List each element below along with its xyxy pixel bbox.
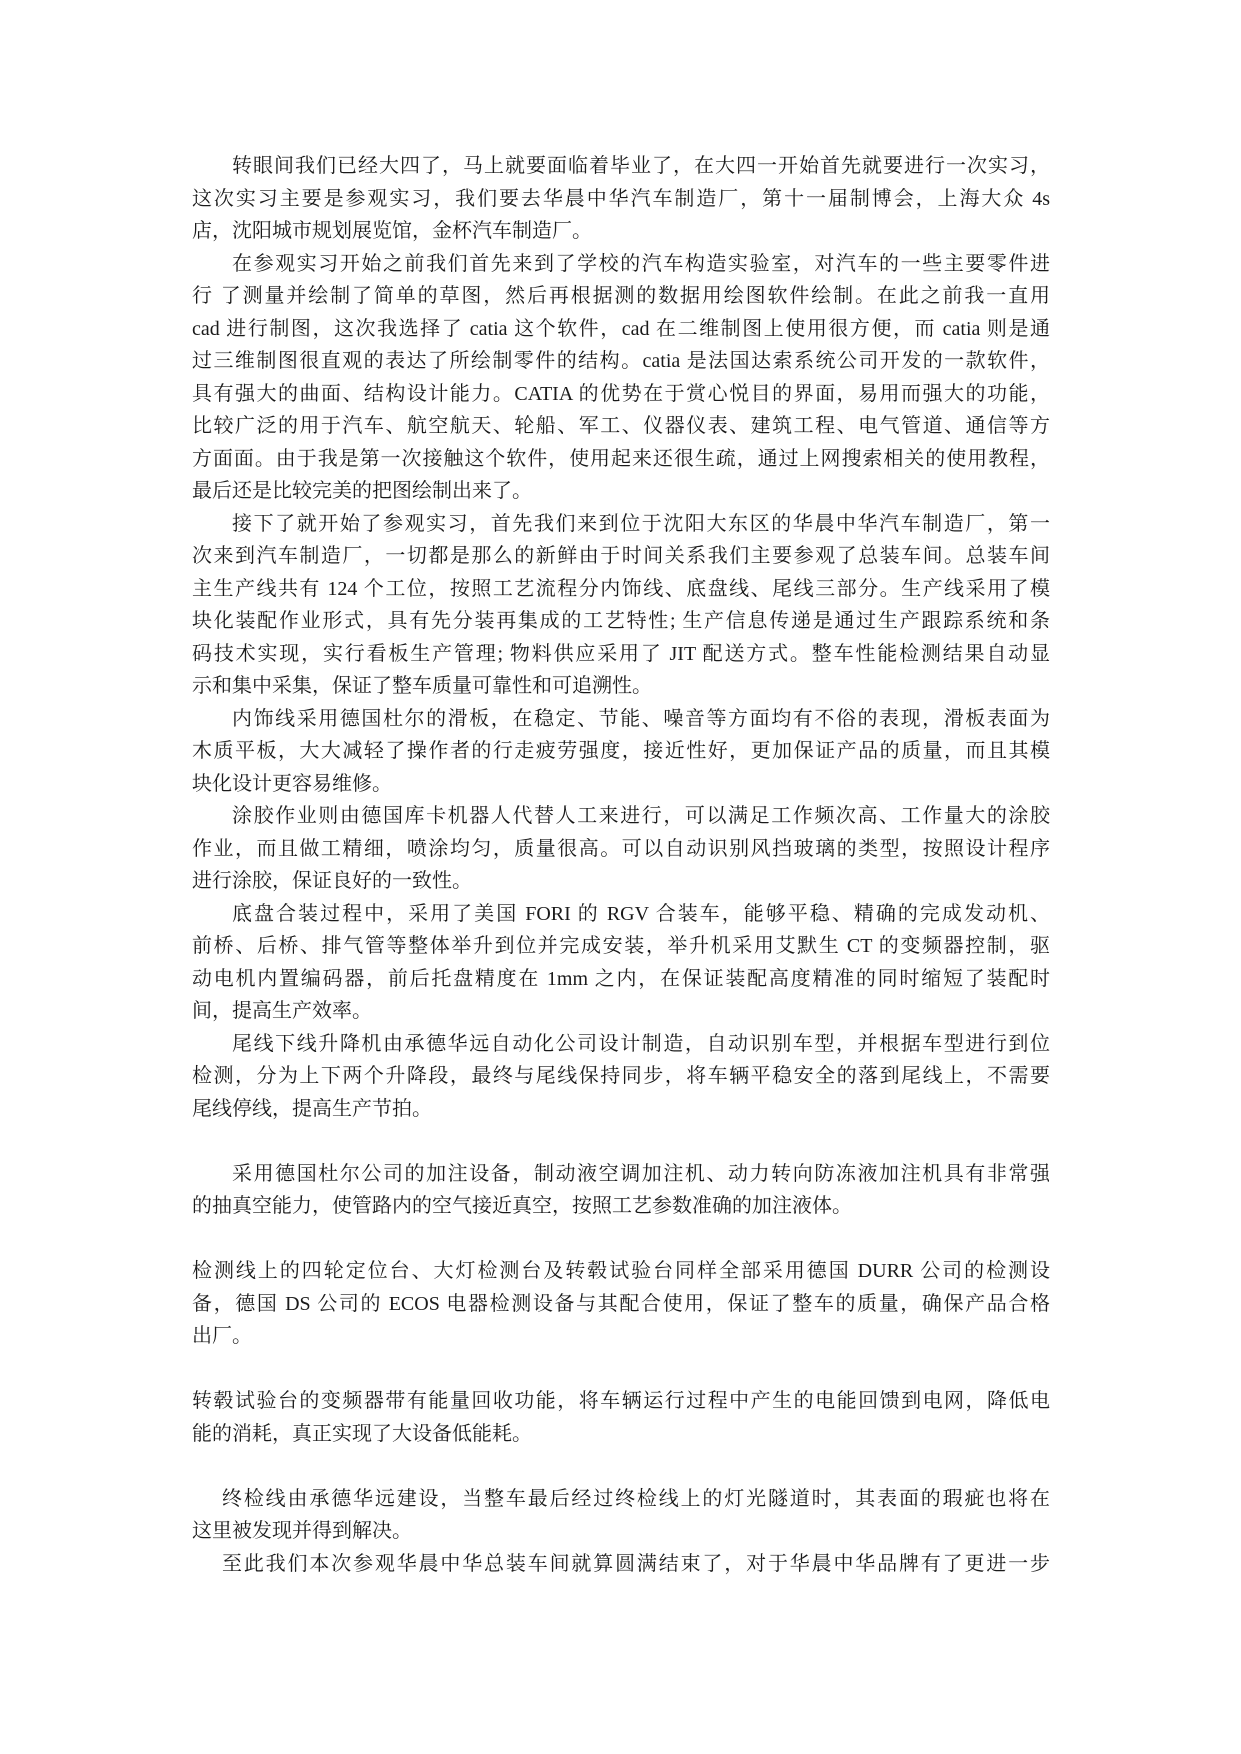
paragraph bbox=[192, 703, 1050, 801]
blank-line bbox=[192, 1223, 1050, 1256]
text-line: 作业，而且做工精细，喷涂均匀，质量很高。可以自动识别风挡玻璃的类型，按照设计程序 bbox=[192, 837, 1050, 860]
blank-line bbox=[192, 1125, 1050, 1158]
text-line: 具有强大的曲面、结构设计能力。CATIA 的优势在于赏心悦目的界面，易用而强大的功能， bbox=[192, 382, 1050, 405]
text-line: 检测，分为上下两个升降段，最终与尾线保持同步，将车辆平稳安全的落到尾线上，不需要 bbox=[192, 1065, 1050, 1087]
text-line: 底盘合装过程中，采用了美国 FORI 的 RGV 合装车，能够平稳、精确的完成发动机、 bbox=[232, 902, 1050, 925]
text-line: 的抽真空能力，使管路内的空气接近真空，按照工艺参数准确的加注液体。 bbox=[192, 1195, 852, 1217]
text-line: 店，沈阳城市规划展览馆，金杯汽车制造厂。 bbox=[192, 220, 592, 242]
document-body bbox=[192, 150, 1050, 1580]
paragraph bbox=[192, 1028, 1050, 1126]
text-line: 进行涂胶，保证良好的一致性。 bbox=[192, 870, 472, 892]
text-line: 示和集中采集，保证了整车质量可靠性和可追溯性。 bbox=[192, 675, 652, 697]
paragraph bbox=[192, 150, 1050, 248]
text-line: 转眼间我们已经大四了，马上就要面临着毕业了，在大四一开始首先就要进行一次实习， bbox=[232, 155, 1050, 177]
text-line: 备，德国 DS 公司的 ECOS 电器检测设备与其配合使用，保证了整车的质量，确保产品合格 bbox=[192, 1292, 1050, 1315]
text-line: 次来到汽车制造厂，一切都是那么的新鲜由于时间关系我们主要参观了总装车间。总装车间 bbox=[192, 545, 1050, 567]
text-line: 块化设计更容易维修。 bbox=[192, 772, 392, 795]
paragraph bbox=[192, 898, 1050, 1028]
paragraph bbox=[192, 800, 1050, 898]
text-line: 内饰线采用德国杜尔的滑板，在稳定、节能、噪音等方面均有不俗的表现，滑板表面为 bbox=[232, 707, 1050, 730]
paragraph bbox=[192, 508, 1050, 703]
text-line: 木质平板，大大减轻了操作者的行走疲劳强度，接近性好，更加保证产品的质量，而且其模 bbox=[192, 740, 1050, 762]
text-line: 块化装配作业形式，具有先分装再集成的工艺特性; 生产信息传递是通过生产跟踪系统和条 bbox=[192, 610, 1050, 632]
paragraph bbox=[192, 248, 1050, 508]
text-line: 主生产线共有 124 个工位，按照工艺流程分内饰线、底盘线、尾线三部分。生产线采用了模 bbox=[192, 577, 1050, 600]
paragraph bbox=[192, 1483, 1050, 1548]
text-line: 行 了测量并绘制了简单的草图，然后再根据测的数据用绘图软件绘制。在此之前我一直用 bbox=[192, 285, 1050, 307]
text-line: 终检线由承德华远建设，当整车最后经过终检线上的灯光隧道时，其表面的瑕疵也将在 bbox=[222, 1487, 1050, 1510]
text-line: 出厂。 bbox=[192, 1325, 252, 1347]
text-line: 尾线停线，提高生产节拍。 bbox=[192, 1097, 432, 1120]
text-line: 尾线下线升降机由承德华远自动化公司设计制造，自动识别车型，并根据车型进行到位 bbox=[232, 1032, 1050, 1055]
text-line: 这次实习主要是参观实习，我们要去华晨中华汽车制造厂，第十一届制博会，上海大众 4s bbox=[192, 187, 1050, 210]
blank-line bbox=[192, 1450, 1050, 1483]
paragraph bbox=[192, 1385, 1050, 1450]
text-line: 检测线上的四轮定位台、大灯检测台及转毂试验台同样全部采用德国 DURR 公司的检测设 bbox=[192, 1260, 1050, 1282]
text-line: 方面面。由于我是第一次接触这个软件，使用起来还很生疏，通过上网搜索相关的使用教程， bbox=[192, 447, 1050, 470]
text-line: 动电机内置编码器，前后托盘精度在 1mm 之内，在保证装配高度精准的同时缩短了装配时 bbox=[192, 967, 1050, 990]
text-line: cad 进行制图，这次我选择了 catia 这个软件，cad 在二维制图上使用很方便，而 catia 则是通 bbox=[192, 317, 1050, 340]
text-line: 涂胶作业则由德国库卡机器人代替人工来进行，可以满足工作频次高、工作量大的涂胶 bbox=[232, 805, 1050, 827]
text-line: 接下了就开始了参观实习，首先我们来到位于沈阳大东区的华晨中华汽车制造厂，第一 bbox=[232, 512, 1050, 535]
text-line: 转毂试验台的变频器带有能量回收功能，将车辆运行过程中产生的电能回馈到电网，降低电 bbox=[192, 1390, 1050, 1412]
paragraph bbox=[192, 1255, 1050, 1353]
text-line: 采用德国杜尔公司的加注设备，制动液空调加注机、动力转向防冻液加注机具有非常强 bbox=[232, 1162, 1050, 1185]
text-line: 在参观实习开始之前我们首先来到了学校的汽车构造实验室，对汽车的一些主要零件进 bbox=[232, 252, 1050, 275]
text-line: 最后还是比较完美的把图绘制出来了。 bbox=[192, 480, 532, 502]
text-line: 比较广泛的用于汽车、航空航天、轮船、军工、仪器仪表、建筑工程、电气管道、通信等方 bbox=[192, 415, 1050, 437]
text-line: 过三维制图很直观的表达了所绘制零件的结构。catia 是法国达索系统公司开发的一款软件， bbox=[192, 350, 1050, 372]
paragraph bbox=[192, 1158, 1050, 1223]
text-line: 这里被发现并得到解决。 bbox=[192, 1520, 412, 1542]
text-line: 至此我们本次参观华晨中华总装车间就算圆满结束了，对于华晨中华品牌有了更进一步 bbox=[222, 1552, 1050, 1575]
text-line: 前桥、后桥、排气管等整体举升到位并完成安装，举升机采用艾默生 CT 的变频器控制，驱 bbox=[192, 935, 1050, 957]
blank-line bbox=[192, 1353, 1050, 1386]
text-line: 间，提高生产效率。 bbox=[192, 1000, 372, 1022]
text-line: 码技术实现，实行看板生产管理; 物料供应采用了 JIT 配送方式。整车性能检测结果自动显 bbox=[192, 642, 1050, 665]
text-line: 能的消耗，真正实现了大设备低能耗。 bbox=[192, 1422, 532, 1445]
paragraph bbox=[192, 1548, 1050, 1581]
